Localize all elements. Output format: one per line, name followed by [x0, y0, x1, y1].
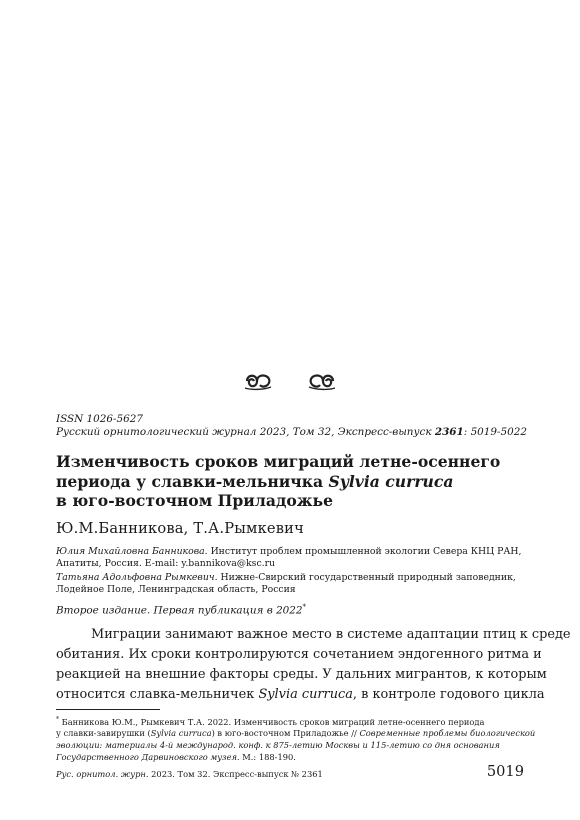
footnote-line-1-text: Банникова Ю.М., Рымкевич Т.А. 2022. Изменчивость сроков миграций летне-осеннего периода — [59, 716, 485, 727]
body-line-4-text: относится славка-мельничек — [56, 687, 259, 702]
affiliation-1-institute: . Институт проблем промышленной экологии Севера КНЦ РАН, — [204, 546, 522, 557]
footnote-line-3 — [56, 740, 526, 752]
title-line-2 — [56, 472, 536, 492]
body-line-4 — [56, 685, 545, 705]
footnote-divider — [56, 709, 160, 710]
page-range: : 5019-5022 — [463, 426, 527, 438]
affiliation-1-name: Юлия Михайловна Банникова — [56, 546, 205, 557]
footnote-line-2-text: у славки-завирушки ( — [56, 728, 151, 739]
footnote-marker: * — [302, 603, 307, 611]
second-edition-text: Второе издание. Первая публикация в 2022 — [56, 604, 303, 617]
second-edition-note — [56, 601, 306, 617]
affiliation-1-line-2: Апатиты, Россия. E-mail: y.bannikova@ksc.ru — [56, 558, 276, 570]
fleuron-ornament-right-icon — [307, 370, 337, 398]
footnote-line-1 — [56, 714, 526, 728]
affiliation-2 — [56, 572, 526, 597]
footnote-species-name: Sylvia curruca — [150, 728, 212, 739]
footnote-book-title: Современные проблемы биологической — [359, 728, 536, 739]
title-line-1: Изменчивость сроков миграций летне-осеннего — [56, 452, 501, 471]
affiliation-2-institute: . Нижне-Свирский государственный природный заповедник, — [214, 572, 516, 583]
title-species-name: Sylvia curruca — [328, 471, 454, 491]
footnote-mark: * — [56, 716, 59, 723]
footnote-pages: . М.: 188-190. — [236, 751, 296, 762]
body-line-1: Миграции занимают важное место в системе адаптации птиц к среде — [91, 627, 571, 642]
footnote-line-2 — [56, 728, 536, 740]
fleuron-ornament-left-icon — [243, 370, 273, 398]
affiliation-2-name: Татьяна Адольфовна Рымкевич — [56, 572, 215, 583]
body-text — [56, 625, 571, 705]
footnote-line-4 — [56, 752, 526, 764]
page-number: 5019 — [486, 763, 524, 780]
body-species-name: Sylvia curruca — [258, 687, 353, 702]
body-line-2: обитания. Их сроки контролируются сочетанием эндогенного ритма и — [56, 647, 542, 662]
affiliation-2-line-1 — [56, 572, 526, 584]
footnote-line-2-mid: ) в юго-восточном Приладожье // — [211, 728, 360, 739]
footnote — [56, 714, 536, 763]
article-title — [56, 452, 536, 511]
issue-number: 2361 — [434, 426, 464, 438]
affiliation-1-line-1 — [56, 546, 526, 558]
affiliation-2-line-2: Лодейное Поле, Ленинградская область, Россия — [56, 584, 296, 596]
title-line-3: в юго-восточном Приладожье — [56, 491, 334, 510]
footer-journal-abbr: Рус. орнитол. журн. — [56, 769, 149, 779]
journal-name: Русский орнитологический журнал 2023, Том 32, Экспресс-выпуск — [56, 426, 435, 438]
footer-issue-info: 2023. Том 32. Экспресс-выпуск № 2361 — [148, 769, 323, 779]
ornament — [0, 370, 580, 398]
footnote-museum: Государственного Дарвиновского музея — [56, 751, 237, 762]
issn: ISSN 1026-5627 — [56, 413, 143, 425]
title-line-2-text: периода у славки-мельничка — [56, 471, 329, 491]
footnote-line-3-text: эволюции: материалы 4-й международ. конф. к 875-летию Москвы и 115-летию со дня основания — [56, 739, 500, 750]
body-line-4-end: , в контроле годового цикла — [352, 687, 545, 702]
journal-citation-line — [56, 426, 527, 439]
running-footer — [56, 769, 323, 780]
affiliation-1 — [56, 546, 526, 571]
authors: Ю.М.Банникова, Т.А.Рымкевич — [56, 520, 304, 537]
body-line-3: реакцией на внешние факторы среды. У дальних мигрантов, к которым — [56, 667, 547, 682]
